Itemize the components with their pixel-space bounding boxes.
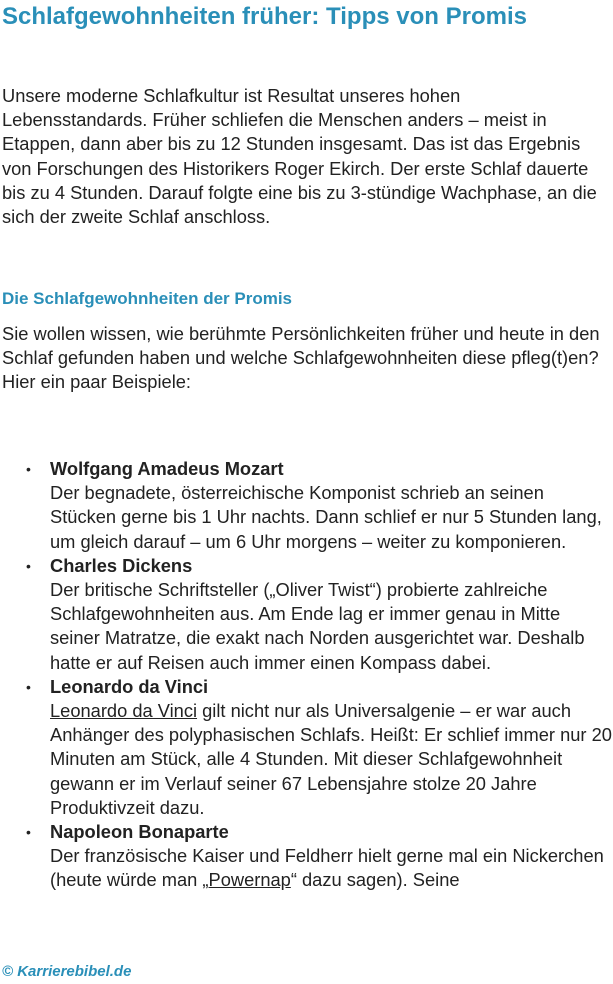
bullet-icon: • [26,461,31,477]
bullet-icon: • [26,824,31,841]
list-item-name: Charles Dickens [50,554,193,576]
celebrity-list [0,457,613,893]
list-item-napoleon [0,820,613,893]
list-item-name: Napoleon Bonaparte [50,821,229,843]
list-item-text-after: gilt nicht nur als Universalgenie – er war auch Anhänger des polyphasischen Schlafs. Heißt: Er schlief immer nur 20 Minuten am Stück, alle 4 Stunden. Mit dieser Schlafgewohnheit gewann er im Verlauf seiner 67 Lebensjahre stolze 20 Jahre Produktivzeit dazu. [50,700,612,818]
list-item-dickens [0,554,613,675]
bullet-icon: • [26,678,31,695]
section-paragraph: Sie wollen wissen, wie berühmte Persönlichkeiten früher und heute in den Schlaf gefunden haben und welche Schlafgewohnheiten diese pfleg(t)en? Hier ein paar Beispiele: [2,323,600,393]
list-item-name: Leonardo da Vinci [50,675,209,697]
list-item-text: Der britische Schriftsteller („Oliver Twist“) probierte zahlreiche Schlafgewohnheiten aus. Am Ende lag er immer genau in Mitte seiner Matratze, die exakt nach Norden ausgerichtet war. Deshalb hatte er auf Reisen auch immer einen Kompass dabei. [50,579,585,673]
intro-paragraph: Unsere moderne Schlafkultur ist Resultat unseres hohen Lebensstandards. Früher schliefen die Menschen anders – meist in Etappen, dann aber bis zu 12 Stunden insgesamt. Das ist das Ergebnis von Forschungen des Historikers Roger Ekirch. Der erste Schlaf dauerte bis zu 4 Stunden. Darauf folgte eine bis zu 3-stündige Wachphase, an die sich der zweite Schlaf anschloss. [2,85,597,228]
copyright-footer: © Karrierebibel.de [2,963,132,980]
list-item-text [50,699,613,820]
section-heading: Die Schlafgewohnheiten der Promis [2,289,293,308]
page-title: Schlafgewohnheiten früher: Tipps von Promis [2,3,527,30]
list-item-name: Wolfgang Amadeus Mozart [50,458,284,479]
list-item-text: Der begnadete, österreichische Komponist schrieb an seinen Stücken gerne bis 1 Uhr nachts. Dann schlief er nur 5 Stunden lang, um gleich darauf – um 6 Uhr morgens – weiter zu komponieren. [50,482,602,552]
list-item-da-vinci [0,675,613,820]
list-item-mozart [0,457,613,554]
list-item-text-after: “ dazu sagen). Seine [290,869,460,891]
bullet-icon: • [26,557,31,574]
list-item-text-before: Der französische Kaiser und Feldherr hielt gerne mal ein Nickerchen (heute würde man „ [50,845,604,891]
list-item-text [50,844,613,892]
powernap-link[interactable]: Powernap [208,869,291,891]
leonardo-da-vinci-link[interactable]: Leonardo da Vinci [50,700,198,722]
